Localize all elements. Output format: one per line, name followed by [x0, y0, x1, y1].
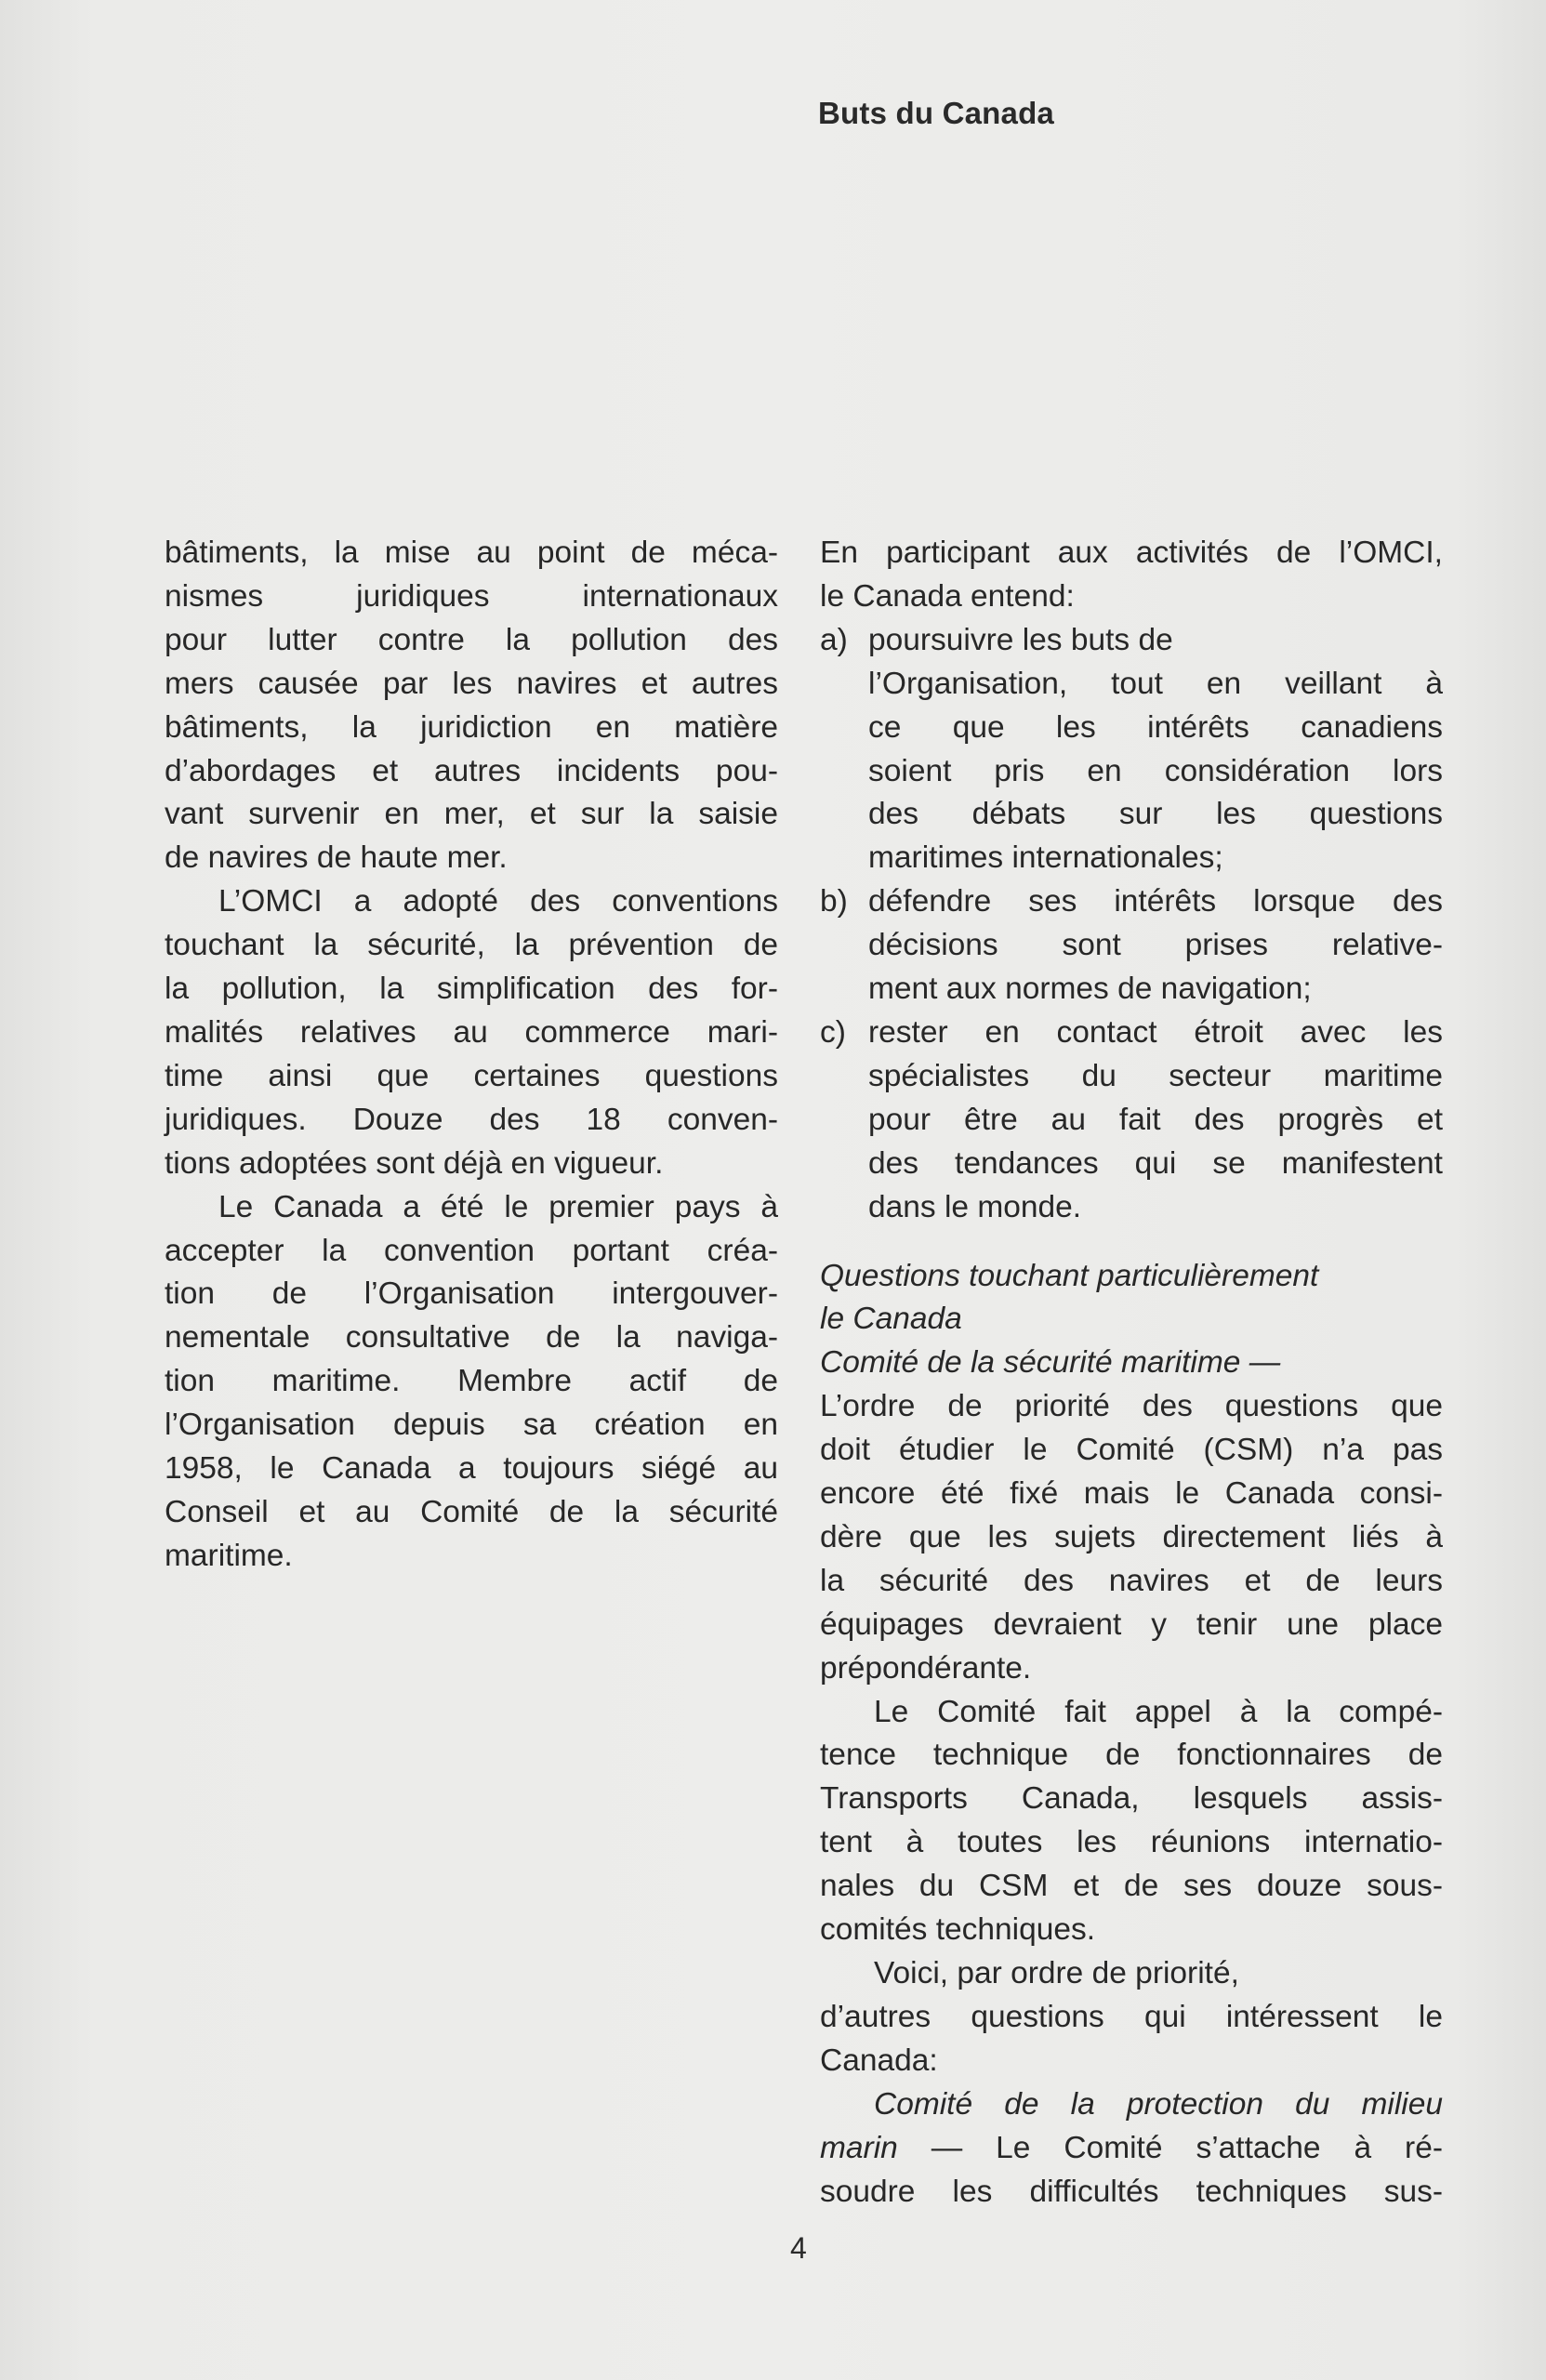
- mepc-text: — Le Comité s’attache à ré-: [897, 2130, 1443, 2165]
- text-line: maritime.: [165, 1538, 293, 1573]
- text-line: Questions touchant particulièrement: [820, 1258, 1319, 1293]
- list-item-body: [868, 880, 1443, 1012]
- text-line: tent à toutes les réunions internatio-: [820, 1825, 1443, 1860]
- text-line: d’abordages et autres incidents pou-: [165, 753, 778, 788]
- list-marker: b): [820, 884, 848, 919]
- text-line: nementale consultative de la naviga-: [165, 1320, 778, 1355]
- list-item-body: [868, 1012, 1443, 1230]
- text-line: Le Comité fait appel à la compé-: [874, 1694, 1443, 1729]
- text-line: prépondérante.: [820, 1650, 1032, 1686]
- text-line: tions adoptées sont déjà en vigueur.: [165, 1145, 664, 1181]
- list-item-b: [820, 880, 1443, 1012]
- paragraph-continuation: [165, 532, 778, 880]
- paragraph-msc: [820, 1342, 1443, 1690]
- text-line: ce que les intérêts canadiens: [868, 709, 1443, 745]
- section-heading: [820, 1255, 1443, 1342]
- text-line: bâtiments, la mise au point de méca-: [165, 536, 778, 570]
- text-line: la sécurité des navires et de leurs: [820, 1563, 1443, 1598]
- text-line: nales du CSM et de ses douze sous-: [820, 1869, 1443, 1904]
- text-line: poursuivre les buts de: [868, 622, 1173, 657]
- paragraph-competence: [820, 1691, 1443, 1952]
- text-line: défendre ses intérêts lorsque des: [868, 884, 1443, 919]
- text-line: time ainsi que certaines questions: [165, 1058, 778, 1093]
- list-item-body: [868, 619, 1443, 880]
- text-line: bâtiments, la juridiction en matière: [165, 709, 778, 745]
- text-line: pour être au fait des progrès et: [868, 1102, 1443, 1137]
- text-line: équipages devraient y tenir une place: [820, 1606, 1443, 1642]
- text-line: soudre les difficultés techniques sus-: [820, 2174, 1443, 2209]
- text-line: En participant aux activités de l’OMCI,: [820, 536, 1443, 570]
- text-line: tion maritime. Membre actif de: [165, 1364, 778, 1399]
- paragraph-mepc: [820, 2083, 1443, 2215]
- text-line: tence technique de fonctionnaires de: [820, 1738, 1443, 1773]
- text-line: spécialistes du secteur maritime: [868, 1058, 1443, 1093]
- paragraph-intro: [820, 532, 1443, 619]
- text-line: comités techniques.: [820, 1912, 1096, 1948]
- text-line: dans le monde.: [868, 1189, 1082, 1224]
- text-line: 1958, le Canada a toujours siégé au: [165, 1451, 778, 1487]
- text-line: l’Organisation, tout en veillant à: [868, 666, 1443, 701]
- page-number: 4: [790, 2231, 807, 2265]
- text-line: Conseil et au Comité de la sécurité: [165, 1494, 778, 1529]
- text-line: malités relatives au commerce mari-: [165, 1014, 778, 1050]
- text-line: maritimes internationales;: [868, 840, 1223, 876]
- text-line: pour lutter contre la pollution des: [165, 622, 778, 657]
- text-line: l’Organisation depuis sa création en: [165, 1408, 778, 1443]
- text-line: vant survenir en mer, et sur la saisie: [165, 797, 778, 832]
- text-line: Le Canada a été le premier pays à: [218, 1189, 778, 1224]
- text-line: décisions sont prises relative-: [868, 928, 1443, 963]
- paragraph-voici: [820, 1952, 1443, 2083]
- text-line: doit étudier le Comité (CSM) n’a pas: [820, 1433, 1443, 1468]
- text-line: tion de l’Organisation intergouver-: [165, 1276, 778, 1312]
- text-line: soient pris en considération lors: [868, 753, 1443, 788]
- text-line: Transports Canada, lesquels assis-: [820, 1781, 1443, 1817]
- text-line: des débats sur les questions: [868, 797, 1443, 832]
- text-line: mers causée par les navires et autres: [165, 666, 778, 701]
- text-line: ment aux normes de navigation;: [868, 972, 1312, 1007]
- paragraph-canada-first: [165, 1186, 778, 1579]
- left-column: [165, 532, 778, 1579]
- text-line: touchant la sécurité, la prévention de: [165, 928, 778, 963]
- text-line: Canada:: [820, 2043, 938, 2078]
- running-head: Buts du Canada: [818, 96, 1054, 130]
- mepc-label-cont: marin: [820, 2130, 898, 2165]
- text-line: des tendances qui se manifestent: [868, 1145, 1443, 1181]
- mepc-label: Comité de la protection du milieu: [874, 2086, 1443, 2122]
- text-line: d’autres questions qui intéressent le: [820, 1999, 1443, 2034]
- text-line: L’ordre de priorité des questions que: [820, 1389, 1443, 1424]
- right-column: [820, 532, 1443, 2214]
- list-item-c: [820, 1012, 1443, 1230]
- paragraph-gap: [820, 1230, 1443, 1255]
- list-marker: c): [820, 1014, 846, 1050]
- text-line: rester en contact étroit avec les: [868, 1014, 1443, 1050]
- text-line: nismes juridiques internationaux: [165, 578, 778, 614]
- text-line: encore été fixé mais le Canada consi-: [820, 1476, 1443, 1512]
- text-line: L’OMCI a adopté des conventions: [218, 884, 778, 919]
- paragraph-conventions: [165, 880, 778, 1185]
- text-line: le Canada: [820, 1302, 962, 1337]
- text-line: la pollution, la simplification des for-: [165, 972, 778, 1007]
- text-line: dère que les sujets directement liés à: [820, 1519, 1443, 1554]
- msc-label: Comité de la sécurité maritime —: [820, 1345, 1281, 1381]
- text-line: juridiques. Douze des 18 conven-: [165, 1102, 778, 1137]
- text-line: Voici, par ordre de priorité,: [874, 1956, 1239, 1990]
- list-item-a: [820, 619, 1443, 880]
- list-marker: a): [820, 622, 848, 657]
- text-line: de navires de haute mer.: [165, 840, 508, 876]
- text-line: [820, 2127, 1443, 2171]
- text-line: le Canada entend:: [820, 578, 1075, 614]
- text-line: accepter la convention portant créa-: [165, 1233, 778, 1268]
